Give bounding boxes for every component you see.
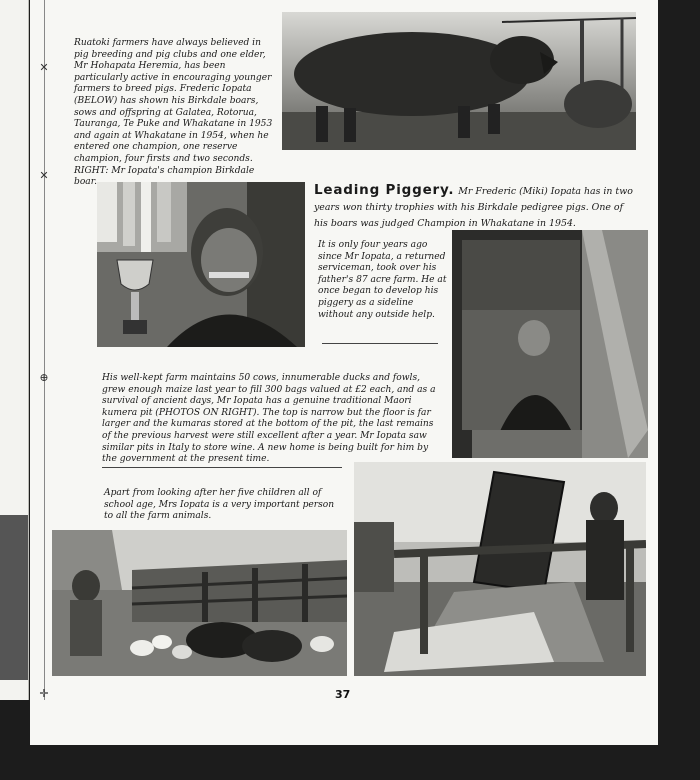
kumera-pit-exterior-photo	[354, 462, 646, 676]
champion-boar-photo	[282, 12, 636, 150]
page-number: 37	[335, 688, 351, 701]
magazine-page	[30, 0, 658, 745]
binding-mark: ⊕	[39, 371, 49, 384]
article-paragraph-two: It is only four years ago since Mr Iopata, a returned serviceman, took over his father's 87 acre farm. He at once began to develop his piggery as a sideline without any outside help.	[318, 240, 447, 320]
kumera-pit-interior-photo	[452, 230, 648, 458]
article-heading: Leading Piggery.	[314, 182, 455, 198]
binding-mark: ✛	[39, 687, 49, 700]
mrs-iopata-caption: Apart from looking after her five children all of school age, Mrs Iopata is a very important person to all the farm animals.	[104, 488, 335, 522]
section-divider	[102, 467, 342, 468]
previous-page-edge	[0, 0, 29, 700]
article-paragraph-three: His well-kept farm maintains 50 cows, innumerable ducks and fowls, grew enough maize last year to fill 300 bags valued at £2 each, and as a survival of ancient days, Mr Iopata has a genuine traditional Maori kumera pit (PHOTOS ON RIGHT). The top is narrow but the floor is far larger and the kumaras stored at the bottom of the pit, the last remains of the previous harvest were still excellent after a year. Mr Iopata saw similar pits in Italy to store wine. A new home is being built for him by the government at the present time.	[102, 373, 436, 465]
mrs-iopata-farm-photo	[52, 530, 347, 676]
section-divider	[322, 343, 438, 344]
pig-breeding-caption: Ruatoki farmers have always believed in pig breeding and pig clubs and one elder, Mr Hohapata Heremia, has been particularly active in encouraging younger farmers to breed pigs. Frederic Iopata (BELOW) has shown his Birkdale boars, sows and offspring at Galatea, Rotorua, Tauranga, Te Puke and Whakatane in 1953 and again at Whakatane in 1954, when he entered one champion, one reserve champion, four firsts and two seconds. RIGHT: Mr Iopata's champion Birkdale boar.	[74, 38, 273, 188]
iopata-trophy-photo	[97, 182, 305, 347]
article-intro-text: Mr Frederic (Miki) Iopata has in two years won thirty trophies with his Birkdale pedigree pigs. One of his boars was judged Champion in Whakatane in 1954.	[314, 186, 633, 229]
previous-page-photo	[0, 515, 28, 680]
binding-mark: ✕	[39, 61, 49, 74]
article-intro	[314, 182, 636, 232]
binding-line	[44, 0, 45, 700]
binding-mark: ✕	[39, 169, 49, 182]
